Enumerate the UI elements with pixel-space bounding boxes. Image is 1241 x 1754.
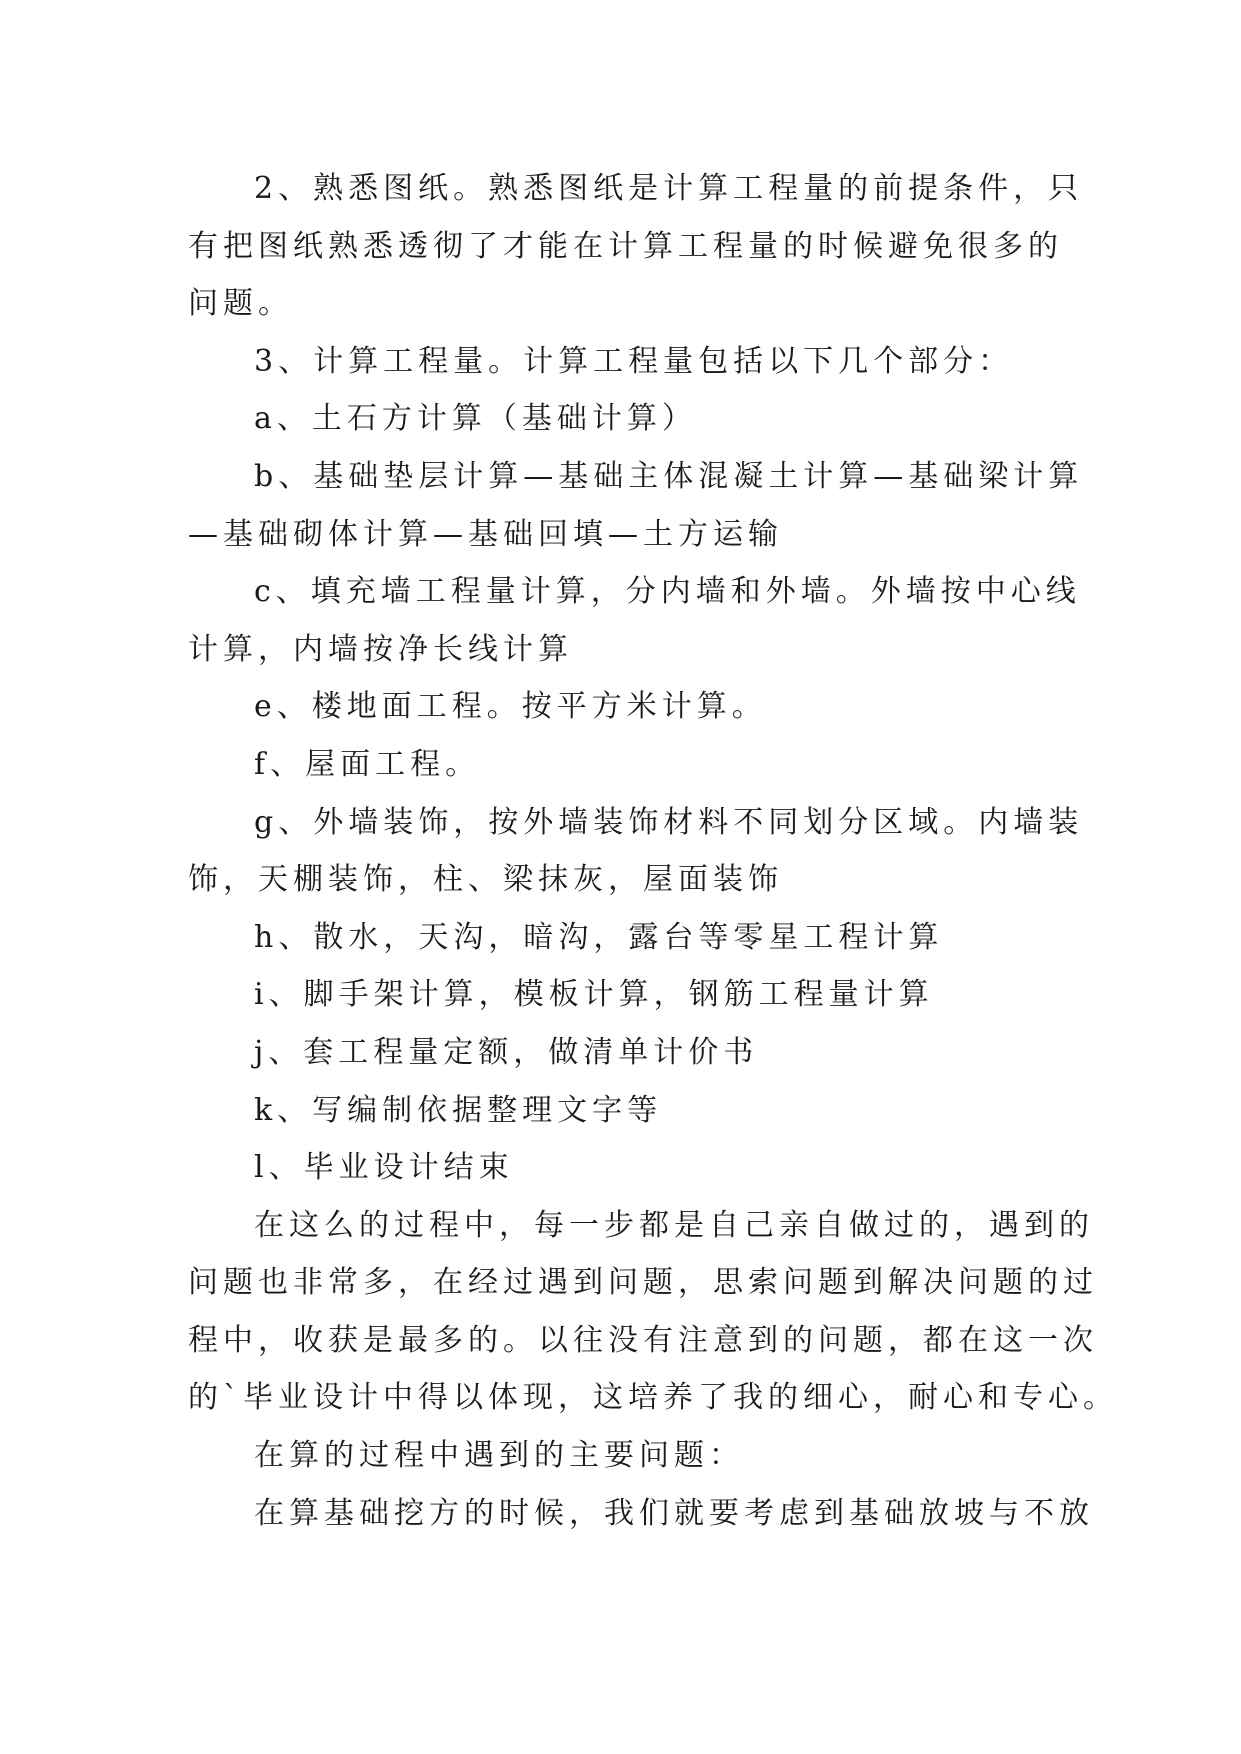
paragraph-line: 2、熟悉图纸。熟悉图纸是计算工程量的前提条件，只	[254, 171, 1084, 206]
list-item: j、套工程量定额，做清单计价书	[254, 1034, 759, 1070]
paragraph-line: 在算基础挖方的时候，我们就要考虑到基础放坡与不放	[254, 1495, 1094, 1531]
list-item: l、毕业设计结束	[254, 1150, 514, 1186]
list-item: a、土石方计算（基础计算）	[254, 401, 697, 437]
list-item: e、楼地面工程。按平方米计算。	[254, 689, 767, 725]
paragraph-line: 3、计算工程量。计算工程量包括以下几个部分：	[254, 343, 1014, 379]
list-item: g、外墙装饰，按外墙装饰材料不同划分区域。内墙装	[254, 804, 1084, 840]
paragraph-line: 程中，收获是最多的。以往没有注意到的问题，都在这一次	[188, 1322, 1098, 1358]
list-item: i、脚手架计算，模板计算，钢筋工程量计算	[254, 977, 934, 1013]
list-item: k、写编制依据整理文字等	[254, 1092, 663, 1128]
paragraph-line: 的`毕业设计中得以体现，这培养了我的细心，耐心和专心。	[188, 1380, 1118, 1416]
list-item: c、填充墙工程量计算，分内墙和外墙。外墙按中心线	[254, 574, 1081, 610]
paragraph-line: 在这么的过程中，每一步都是自己亲自做过的，遇到的	[254, 1207, 1094, 1243]
list-item: f、屋面工程。	[254, 746, 481, 782]
paragraph-line: 问题也非常多，在经过遇到问题，思索问题到解决问题的过	[188, 1265, 1098, 1301]
list-item-continuation: —基础砌体计算—基础回填—土方运输	[188, 516, 783, 552]
paragraph-line: 在算的过程中遇到的主要问题：	[254, 1438, 744, 1474]
paragraph-line: 有把图纸熟悉透彻了才能在计算工程量的时候避免很多的	[188, 228, 1063, 264]
paragraph-line: 问题。	[188, 286, 293, 322]
list-item-continuation: 饰，天棚装饰，柱、梁抹灰，屋面装饰	[188, 862, 783, 898]
list-item: b、基础垫层计算—基础主体混凝土计算—基础梁计算	[254, 458, 1084, 494]
document-body	[188, 160, 1118, 1542]
list-item-continuation: 计算，内墙按净长线计算	[188, 631, 573, 667]
list-item: h、散水，天沟，暗沟，露台等零星工程计算	[254, 919, 944, 955]
